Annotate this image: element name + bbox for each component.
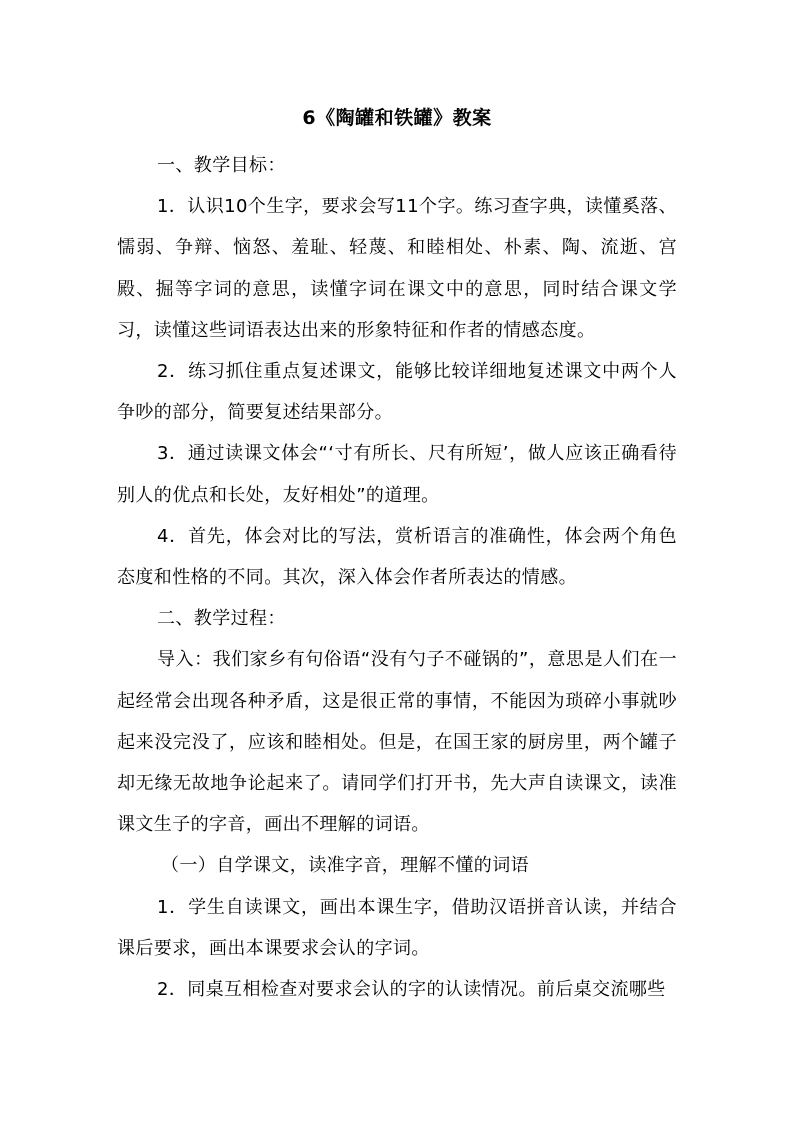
section-heading-process: 二、教学过程： <box>157 608 286 630</box>
process-item-2: 2．同桌互相检查对要求会认的字的认读情况。前后桌交流哪些 <box>157 979 666 1001</box>
intro-paragraph: 导入：我们家乡有句俗语“没有勺子不碰锅的”，意思是人们在一起经常会出现各种矛盾，这是很正常的事情，不能因为琐碎小事就吵起来没完没了，应该和睦相处。但是，在国王家的厨房里，两个罐子却无缘无故地争论起来了。请同学们打开书，先大声自读课文，读准课文生子的字音，画出不理解的词语。 <box>117 649 677 836</box>
subsection-heading-self-study: （一）自学课文，读准字音，理解不懂的词语 <box>161 855 529 877</box>
objective-item-4: 4．首先，体会对比的写法，赏析语言的准确性，体会两个角色态度和性格的不同。其次，深入体会作者所表达的情感。 <box>117 525 677 589</box>
document-title: 6《陶罐和铁罐》教案 <box>302 107 492 129</box>
process-item-1: 1．学生自读课文，画出本课生字，借助汉语拼音认读，并结合课后要求，画出本课要求会认的字词。 <box>117 896 677 959</box>
objective-item-1: 1．认识10个生字，要求会写11个字。练习查字典，读懂奚落、懦弱、争辩、恼怒、羞耻、轻蔑、和睦相处、朴素、陶、流逝、宫殿、掘等字词的意思，读懂字词在课文中的意思，同时结合课文学习，读懂这些词语表达出来的形象特征和作者的情感态度。 <box>117 196 677 341</box>
objective-item-2: 2．练习抓住重点复述课文，能够比较详细地复述课文中两个人争吵的部分，简要复述结果部分。 <box>117 361 677 424</box>
section-heading-objectives: 一、教学目标： <box>157 155 286 176</box>
objective-item-3: 3．通过读课文体会“‘寸有所长、尺有所短’，做人应该正确看待别人的优点和长处，友好相处”的道理。 <box>117 443 677 506</box>
document-body <box>117 145 677 1010</box>
